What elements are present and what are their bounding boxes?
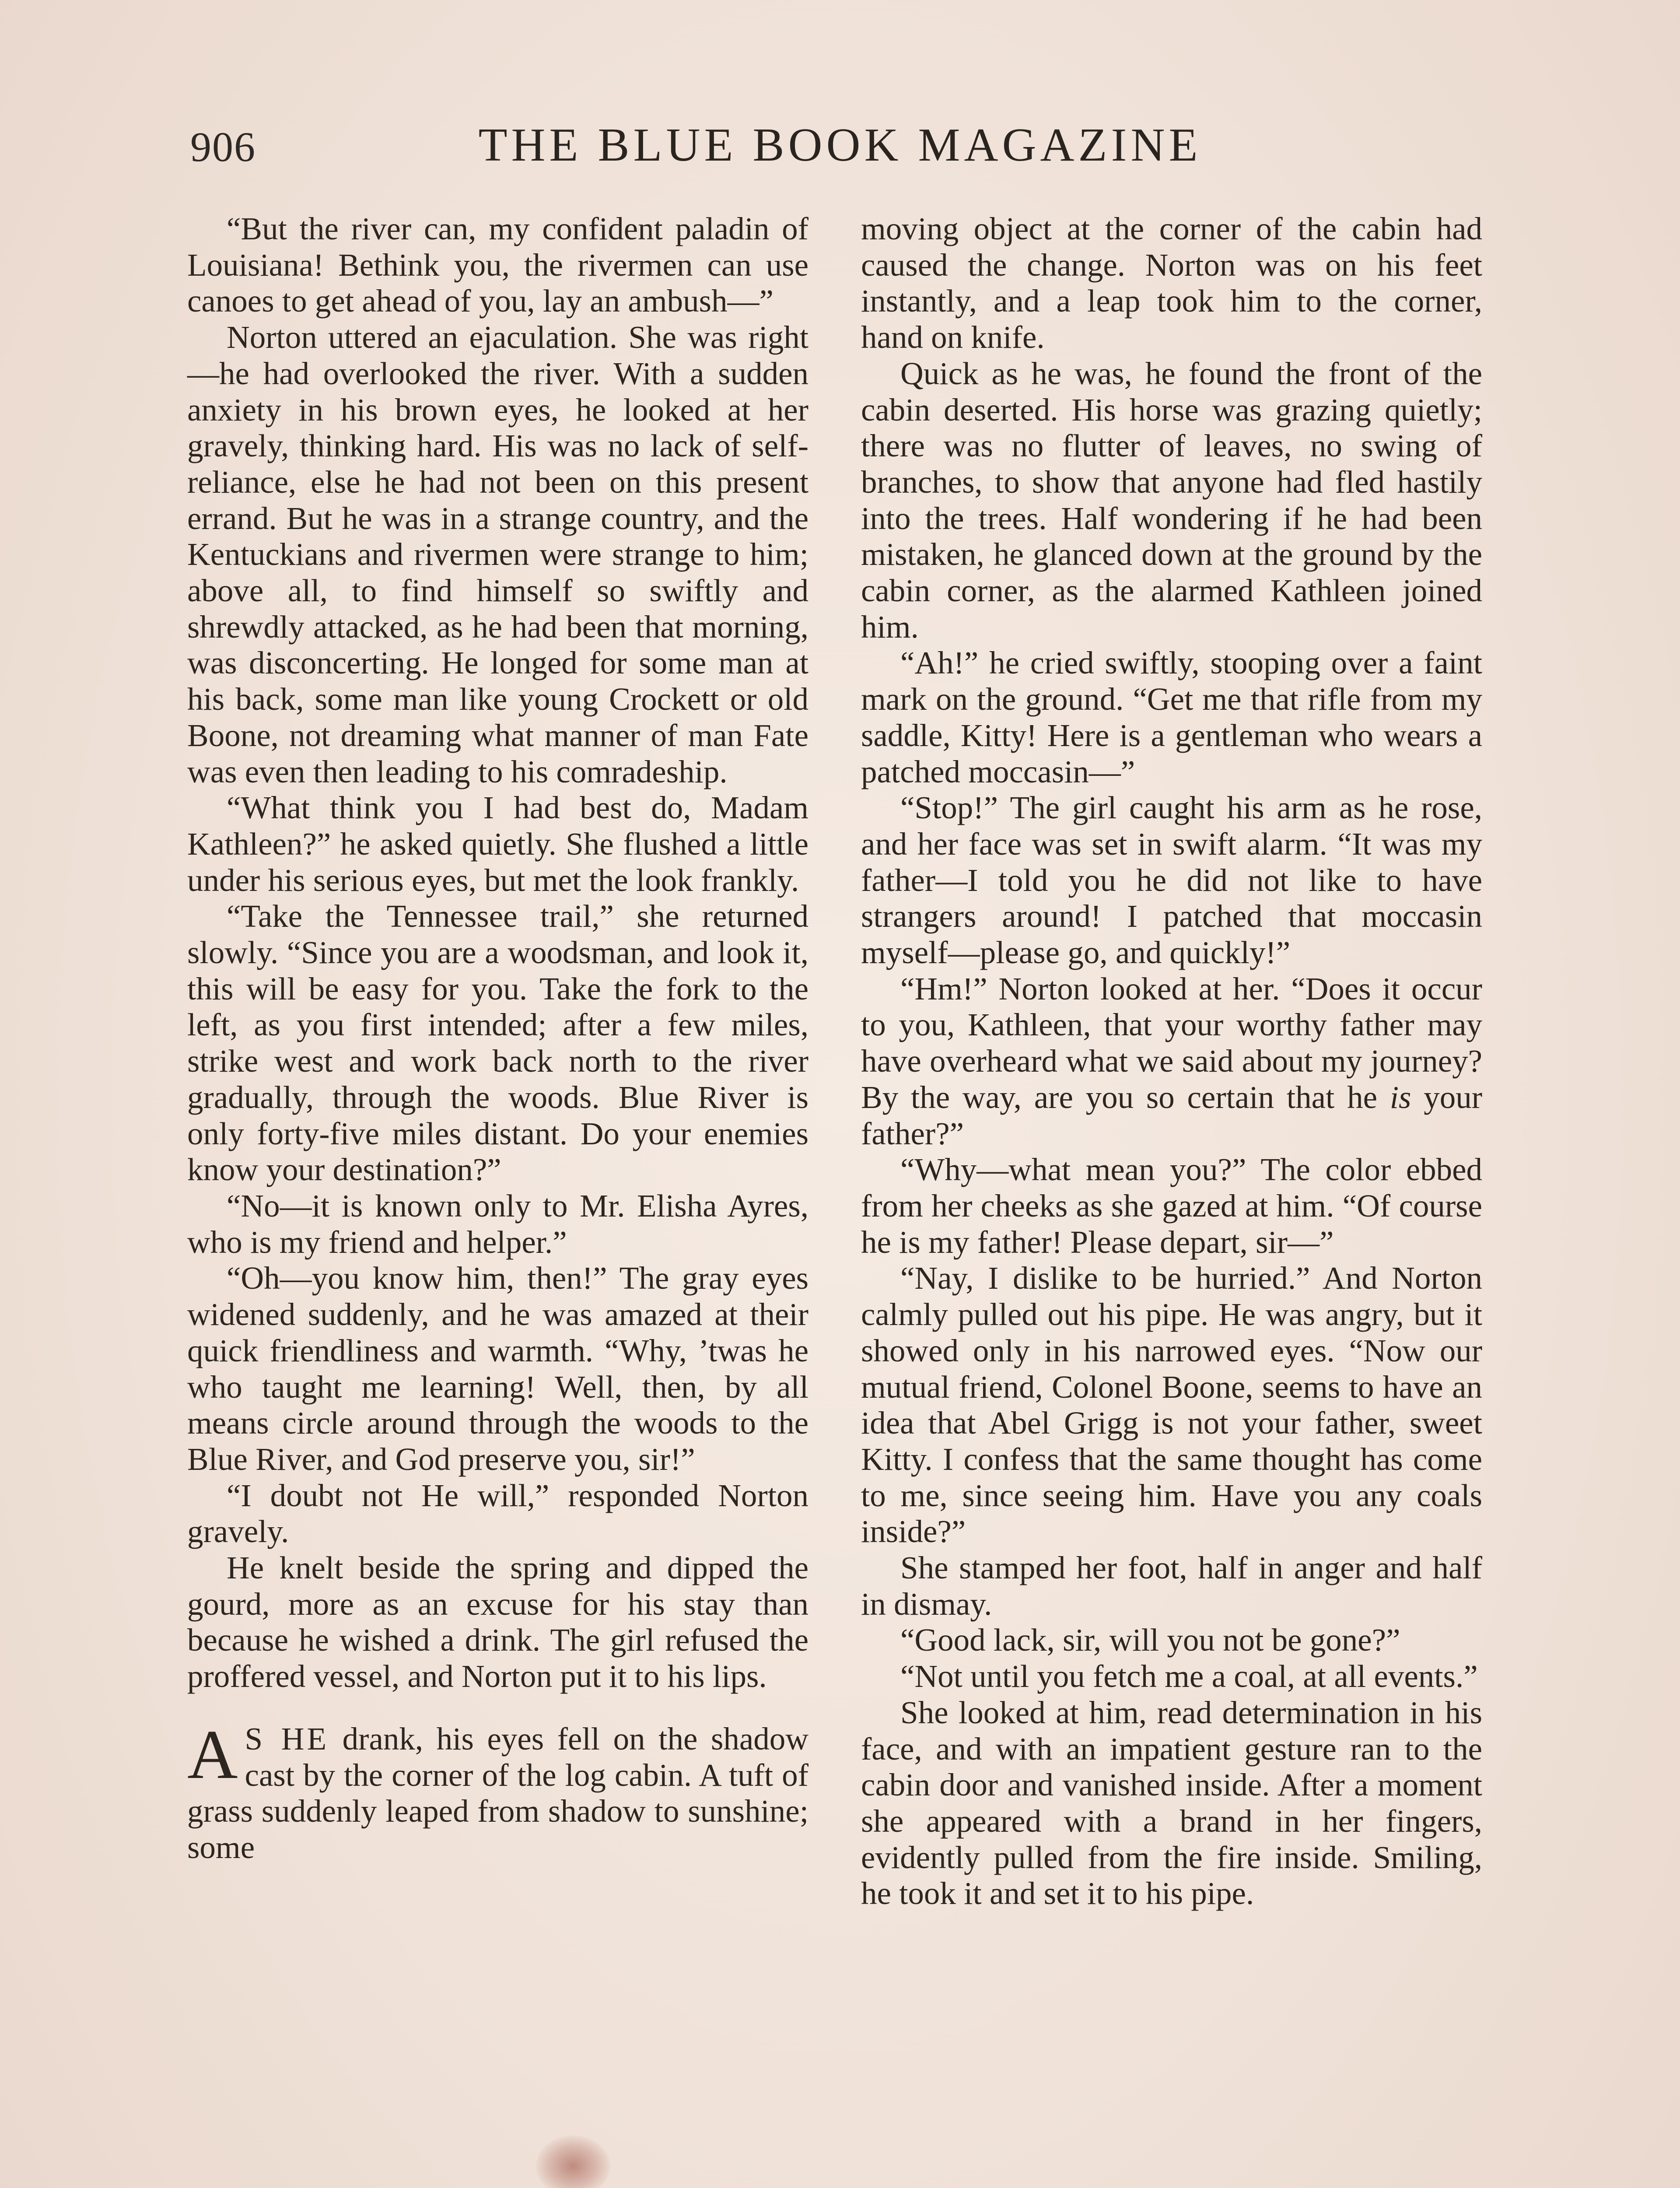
italic-word: is [1390,1079,1411,1115]
left-column [187,211,808,1866]
paragraph: “Take the Tennessee trail,” she returned slowly. “Since you are a woodsman, and look it, this will be easy for you. Take the fork to the left, as you first intended; after a few miles, strike west and work back north to the river gradually, through the woods. Blue River is only forty-five miles distant. Do your enemies know your destination?” [187,898,808,1188]
paragraph-continuation: moving object at the corner of the cabin had caused the change. Norton was on his feet instantly, and a leap took him to the corner, hand on knife. [861,211,1482,355]
paragraph: She looked at him, read determination in his face, and with an impatient gesture ran to the cabin door and vanished inside. After a moment she appeared with a brand in her fingers, evidently pulled from the fire inside. Smiling, he took it and set it to his pipe. [861,1694,1482,1911]
paragraph: “Good lack, sir, will you not be gone?” [900,1622,1400,1658]
paragraph: Quick as he was, he found the front of the cabin deserted. His horse was grazing quietly; there was no flutter of leaves, no swing of branches, to show that anyone had fled hastily into the trees. Half wondering if he had been mistaken, he glanced down at the ground by the cabin corner, as the alarmed Kathleen joined him. [861,355,1482,645]
paragraph: “Ah!” he cried swiftly, stooping over a faint mark on the ground. “Get me that rifle from my saddle, Kitty! Here is a gentleman who wears a patched moccasin—” [861,645,1482,789]
small-caps-lead: S HE [245,1721,329,1757]
running-title: THE BLUE BOOK MAGAZINE [478,119,1202,171]
right-column [861,211,1482,1912]
paragraph: “But the river can, my confident paladin of Louisiana! Bethink you, the rivermen can use canoes to get ahead of you, lay an ambush—” [187,211,808,319]
text-run: “Hm!” Norton looked at her. “Does it occur to you, Kathleen, that your worthy father may have overheard what we said about my journey? By the way, are you so certain that he [861,971,1482,1115]
paragraph: “Stop!” The girl caught his arm as he rose, and her face was set in swift alarm. “It was my father—I told you he did not like to have strangers around! I patched that moccasin myself—please go, and quickly!” [861,790,1482,971]
paragraph: “Not until you fetch me a coal, at all events.” [900,1659,1478,1694]
paragraph-text: drank, his eyes fell on the shadow cast by the corner of the log cabin. A tuft of grass suddenly leaped from shadow to sunshine; some [187,1721,808,1865]
paragraph: Norton uttered an ejaculation. She was right—he had overlooked the river. With a sudden anxiety in his brown eyes, he looked at her gravely, thinking hard. His was no lack of self-reliance, else he had not been on this present errand. But he was in a strange country, and the Kentuckians and rivermen were strange to him; above all, to find himself so swiftly and shrewdly attacked, as he had been that morning, was disconcerting. He longed for some man at his back, some man like young Crockett or old Boone, not dreaming what manner of man Fate was even then leading to his comradeship. [187,319,808,789]
paragraph: “I doubt not He will,” responded Norton gravely. [187,1477,808,1550]
drop-cap: A [187,1715,238,1793]
paragraph-with-italic [861,971,1482,1152]
page-header [0,118,1680,184]
paragraph: “Nay, I dislike to be hurried.” And Norton calmly pulled out his pipe. He was angry, but it showed only in his narrowed eyes. “Now our mutual friend, Colonel Boone, seems to have an idea that Abel Grigg is not your father, sweet Kitty. I confess that the same thought has come to me, since seeing him. Have you any coals inside?” [861,1260,1482,1550]
section-break-paragraph [187,1715,808,1866]
paragraph: He knelt beside the spring and dipped the gourd, more as an excuse for his stay than because he wished a drink. The girl refused the proffered vessel, and Norton put it to his lips. [187,1550,808,1694]
paragraph: “Why—what mean you?” The color ebbed from her cheeks as she gazed at him. “Of course he is my father! Please depart, sir—” [861,1152,1482,1260]
paragraph: She stamped her foot, half in anger and half in dismay. [861,1550,1482,1622]
page-number: 906 [190,123,256,170]
text-run: your father?” [861,1079,1482,1151]
paragraph: “No—it is known only to Mr. Elisha Ayres, who is my friend and helper.” [187,1188,808,1260]
paragraph: “Oh—you know him, then!” The gray eyes widened suddenly, and he was amazed at their quick friendliness and warmth. “Why, ’twas he who taught me learning! Well, then, by all means circle around through the woods to the Blue River, and God preserve you, sir!” [187,1260,808,1477]
paragraph: “What think you I had best do, Madam Kathleen?” he asked quietly. She flushed a little under his serious eyes, but met the look frankly. [187,790,808,898]
